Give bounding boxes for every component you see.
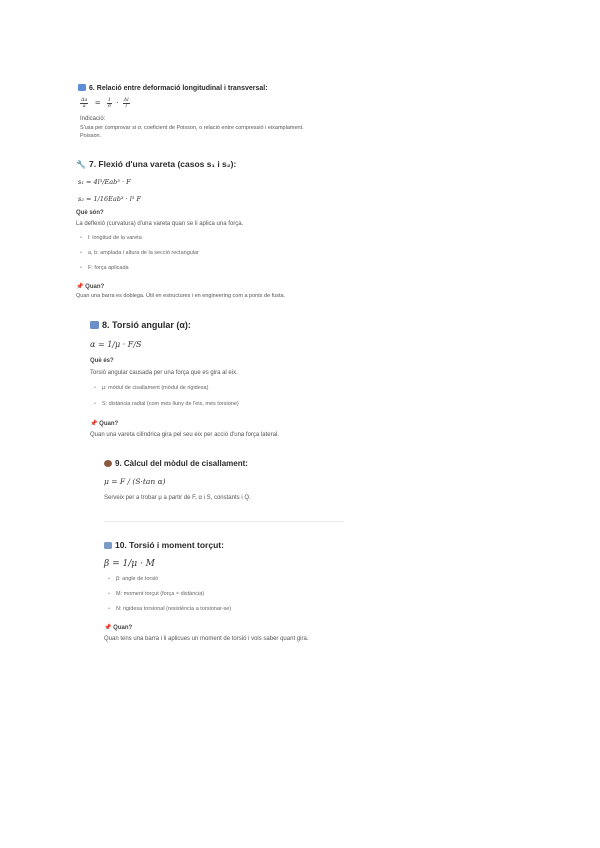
section-7-when: 📌 Quan? — [76, 284, 105, 290]
section-8-formula: α = 1/μ · F/S — [90, 340, 142, 349]
list-item: • a, b: amplada i altura de la secció rectangular — [80, 250, 199, 257]
section-7-title: 🔧 7. Flexió d'una vareta (casos s₁ i s₂): — [76, 159, 237, 169]
section-10-formula: β = 1/μ · M — [104, 559, 155, 569]
gauge-icon — [90, 321, 99, 329]
section-6-label: Indicació: — [80, 116, 106, 122]
section-7-formula-1: s₁ = 4l³/Eab³ · F — [78, 178, 131, 186]
list-item: • F: força aplicada — [80, 265, 129, 272]
list-item: • β: angle de torsió — [108, 576, 158, 583]
section-8-when: 📌 Quan? — [90, 421, 119, 427]
list-item: • S: distància radial (com més lluny de l'eix, més torsione) — [94, 401, 239, 408]
section-10-when-text: Quan tens una barra i li aplicues un moment de torsió i vols saber quant gira. — [104, 636, 309, 642]
section-7-formula-2: s₂ = 1/16Eab³ · l³ F — [78, 195, 141, 203]
section-8-desc: Torsió angular causada per una força que es gira al eix. — [90, 370, 238, 376]
rock-icon — [104, 460, 112, 467]
section-10-when: 📌 Quan? — [104, 625, 133, 631]
list-item: • l: longitud de la vareta — [80, 235, 142, 242]
wrench-icon: 🔧 — [76, 160, 86, 169]
section-6-title: 6. Relació entre deformació longitudinal i transversal: — [78, 84, 268, 92]
section-6-note-cont: Poisson. — [80, 133, 102, 139]
section-6-formula: $\frac{\Delta a}{a}$ = $\frac{1}{\sigma}$ · $\frac{\Delta l}{l}$ — [81, 97, 129, 109]
pin-icon: 📌 — [76, 284, 84, 290]
section-9-desc: Serveix per a trobar μ a partir de F, α i S, constants i Q. — [104, 495, 251, 501]
section-7-desc: La deflexió (curvatura) d'una vareta quan se li aplica una força. — [76, 221, 244, 227]
pin-icon: 📌 — [104, 625, 112, 631]
section-9-formula: μ = F / (S·tan α) — [104, 477, 166, 486]
chart-icon — [78, 84, 86, 91]
list-item: • N: rigidesa torsional (resistència a torsionar-se) — [108, 606, 231, 613]
section-8-what: Què és? — [90, 358, 114, 364]
pin-icon: 📌 — [90, 421, 98, 427]
section-6-note: S'usa per comprovar si σ, coeficient de Poisson, o relació entre compressió i eixamplament. — [80, 125, 304, 131]
section-10-title: 10. Torsió i moment torçut: — [104, 540, 224, 550]
list-item: • M: moment torçut (força × distància) — [108, 591, 204, 598]
cube-icon — [104, 542, 112, 549]
section-8-when-text: Quan una vareta cilíndrica gira pel seu eix per acció d'una força lateral. — [90, 432, 279, 438]
divider — [104, 521, 344, 522]
section-7-what: Què són? — [76, 210, 104, 216]
section-9-title: 9. Càlcul del mòdul de cisallament: — [104, 459, 248, 468]
section-6 — [78, 84, 268, 92]
list-item: • μ: mòdul de cisallament (mòdul de rigidesa) — [94, 385, 208, 392]
section-7-when-text: Quan una barra es doblega. Útil en estructures i en engineering com a ponts de fusta. — [76, 293, 286, 299]
section-8-title: 8. Torsió angular (α): — [90, 320, 191, 330]
